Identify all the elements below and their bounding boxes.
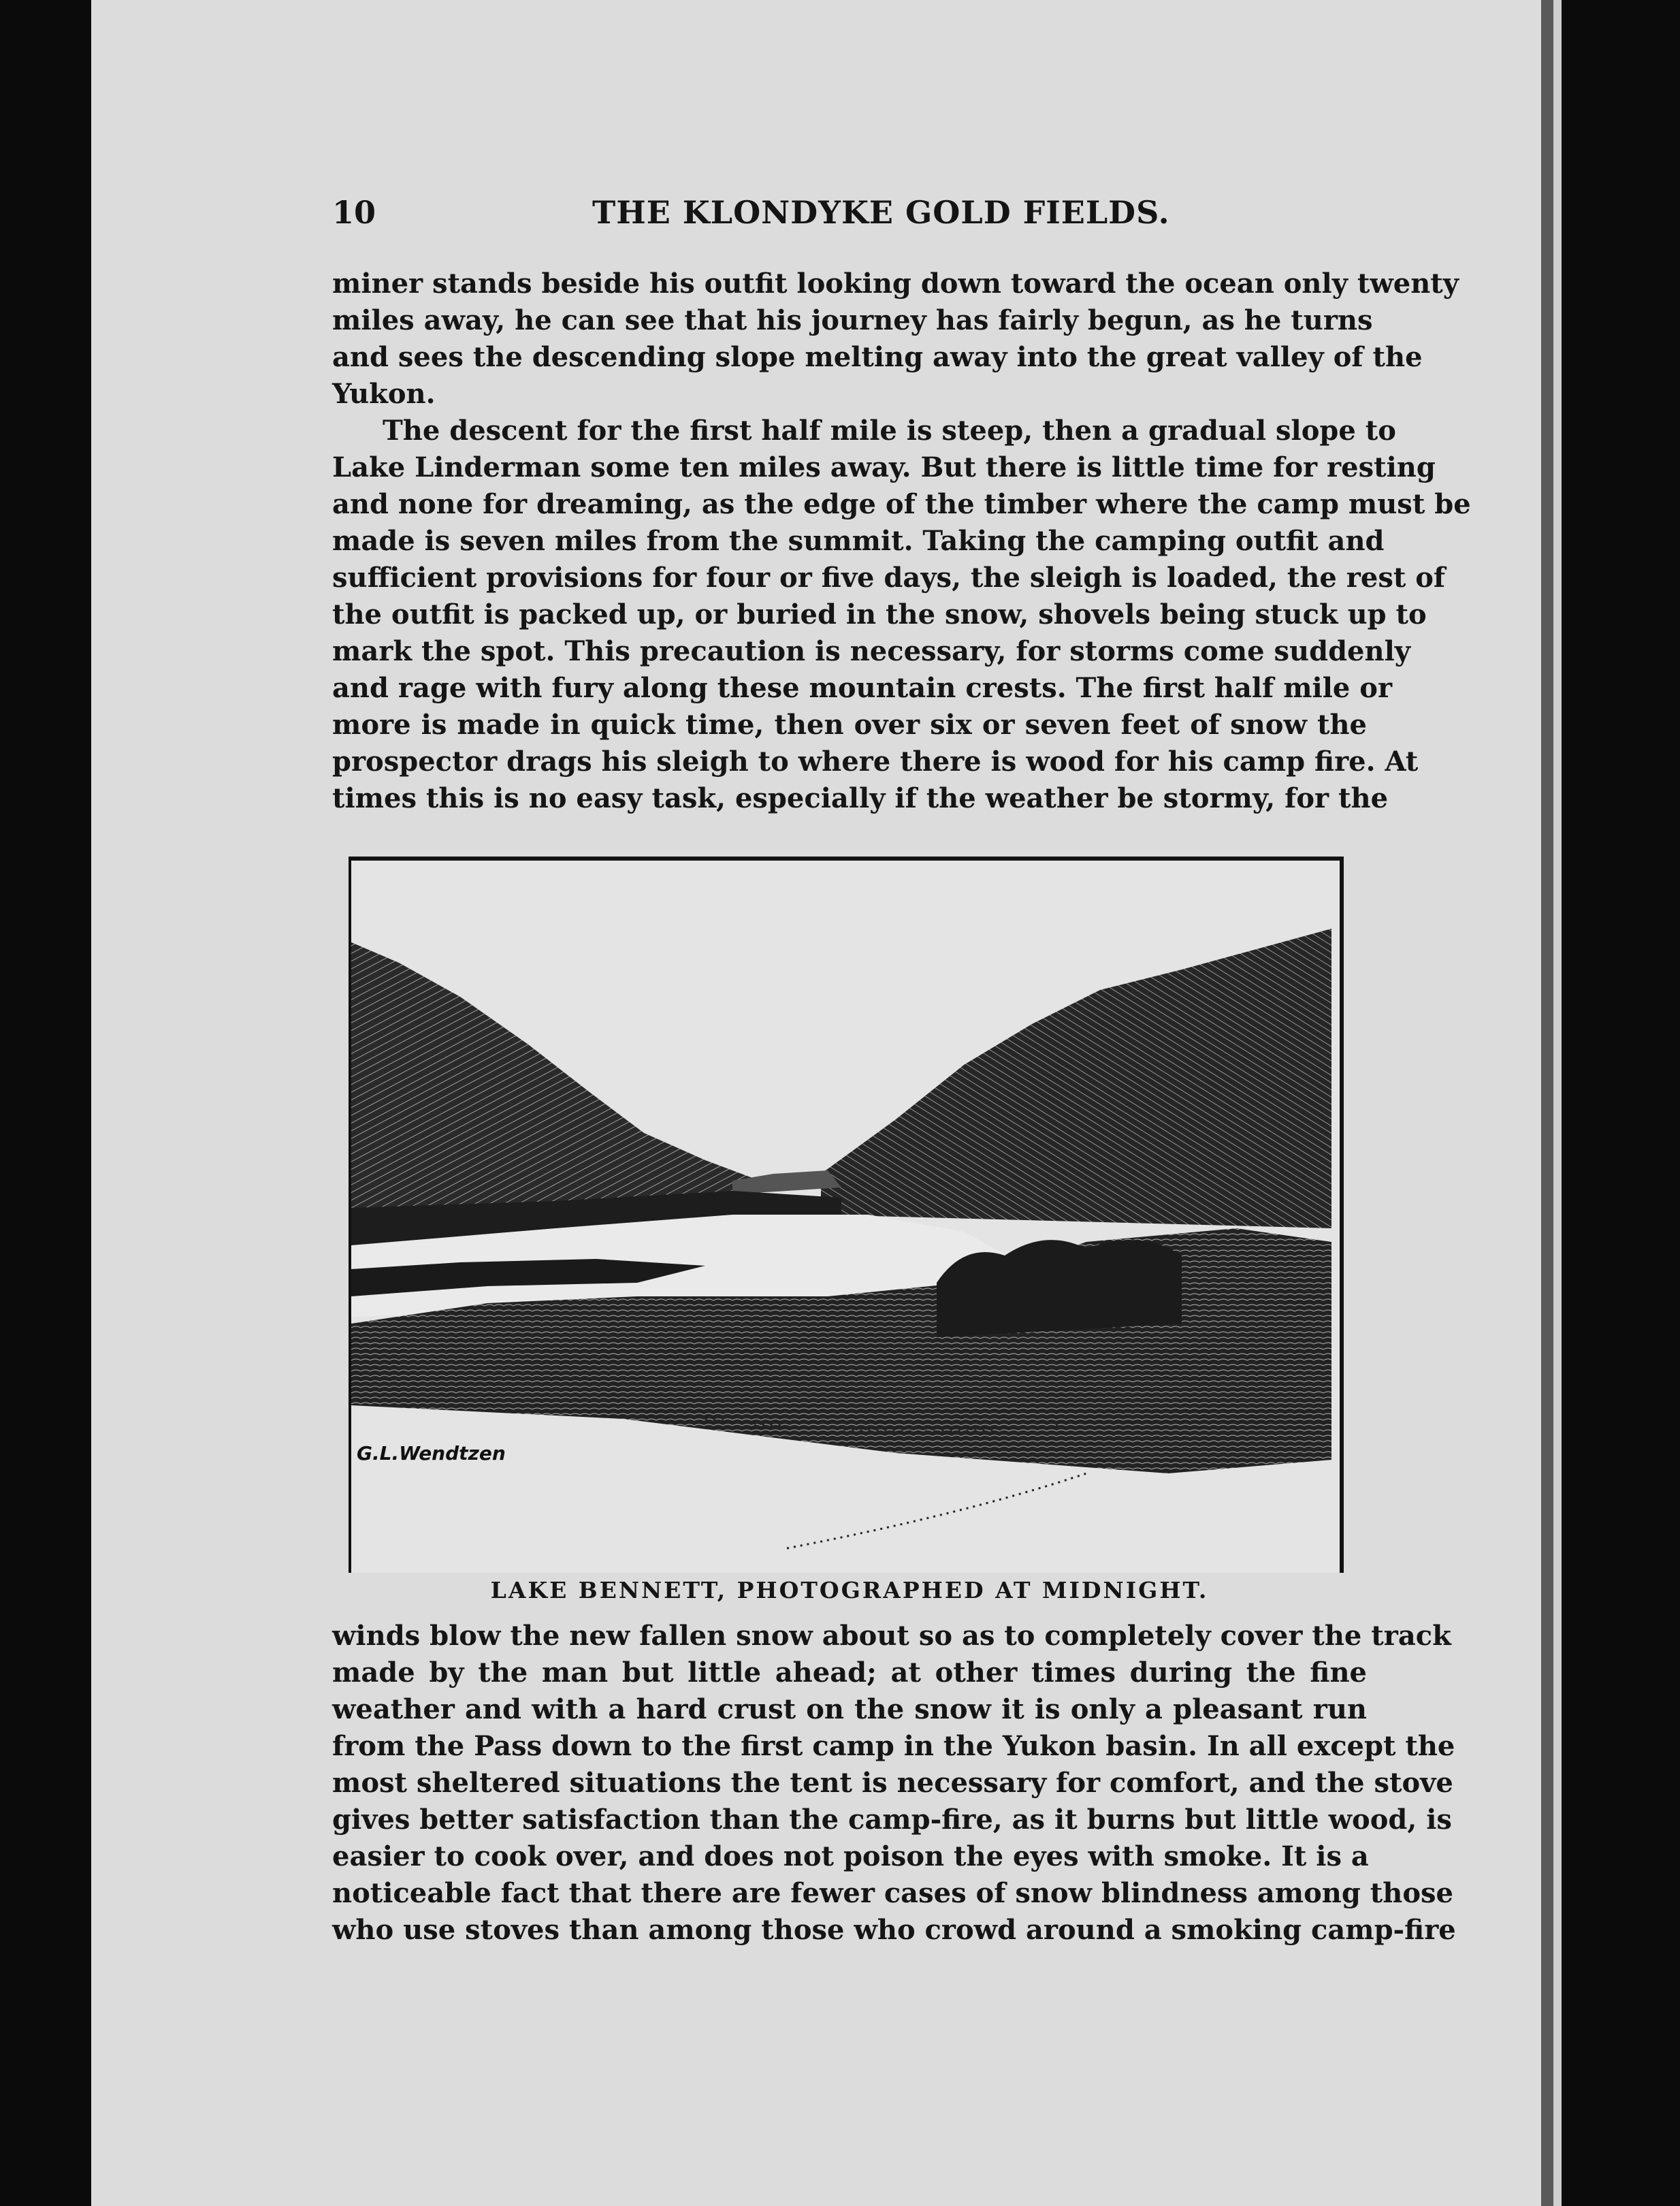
paragraph [332,1618,1456,1949]
artist-signature: G.L.Wendtzen [357,1442,506,1465]
text-line: prospector drags his sleigh to where there is wood for his camp fire. At [332,746,1419,778]
text-line: and none for dreaming, as the edge of the timber where the camp must be [332,488,1471,520]
paragraph [332,266,1459,413]
text-line: easier to cook over, and does not poison the eyes with smoke. It is a [332,1840,1369,1872]
text-line: winds blow the new fallen snow about so as to completely cover the track [332,1620,1451,1652]
figure-caption: LAKE BENNETT, PHOTOGRAPHED AT MIDNIGHT. [490,1577,1209,1603]
text-line: miner stands beside his outfit looking down toward the ocean only twenty [332,268,1459,300]
text-line: gives better satisfaction than the camp-fire, as it burns but little wood, is [332,1804,1452,1836]
text-line: weather and with a hard crust on the snow it is only a pleasant run [332,1693,1367,1725]
text-line: more is made in quick time, then over six or seven feet of snow the [332,709,1367,741]
paragraph [332,413,1471,817]
page-number: 10 [332,194,376,231]
text-line: sufficient provisions for four or five days, the sleigh is loaded, the rest of [332,562,1446,594]
text-line: and sees the descending slope melting away into the great valley of the [332,341,1423,373]
text-line: times this is no easy task, especially if the weather be stormy, for the [332,782,1389,814]
right-mountain [821,929,1331,1228]
text-line: mark the spot. This precaution is necessary, for storms come suddenly [332,635,1411,667]
text-line: from the Pass down to the first camp in the Yukon basin. In all except the [332,1730,1455,1762]
text-line: most sheltered situations the tent is necessary for comfort, and the stove [332,1767,1453,1799]
text-line: miles away, he can see that his journey has fairly begun, as he turns [332,304,1373,336]
page-gutter-shadow [1541,0,1553,2206]
text-line: The descent for the first half mile is steep, then a gradual slope to [383,415,1396,447]
text-line: the outfit is packed up, or buried in the snow, shovels being stuck up to [332,598,1427,630]
next-page-edge [1553,0,1562,2206]
lake-bennett-illustration [349,857,1344,1573]
text-line: noticeable fact that there are fewer cases of snow blindness among those [332,1877,1453,1909]
text-line: Yukon. [332,378,436,410]
text-line: Lake Linderman some ten miles away. But there is little time for resting [332,451,1436,483]
running-title: THE KLONDYKE GOLD FIELDS. [592,194,1170,231]
text-line: made by the man but little ahead; at other times during the fine [332,1657,1367,1689]
text-line: and rage with fury along these mountain crests. The first half mile or [332,672,1393,704]
text-line: made is seven miles from the summit. Taking the camping outfit and [332,525,1385,557]
landscape-drawing [351,861,1340,1573]
text-line: who use stoves than among those who crowd around a smoking camp-fire [332,1914,1456,1946]
